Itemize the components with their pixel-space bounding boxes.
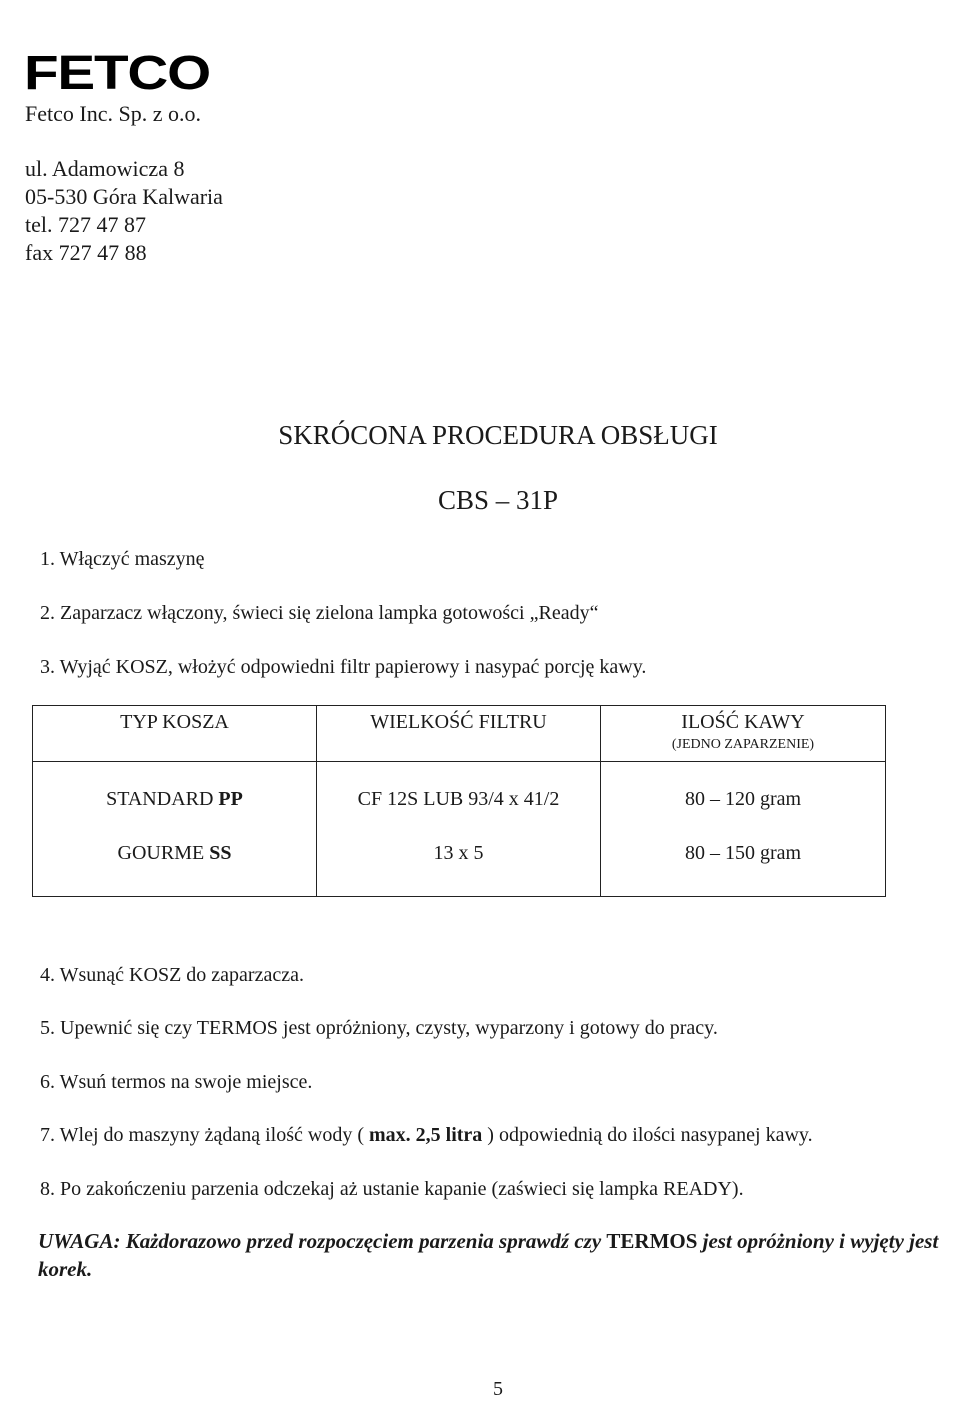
step-8: 8. Po zakończeniu parzenia odczekaj aż ustanie kapanie (zaświeci się lampka READY). <box>40 1178 744 1200</box>
filter-size-standard: CF 12S LUB 93/4 x 41/2 <box>357 788 560 810</box>
address-city: 05-530 Góra Kalwaria <box>25 184 223 209</box>
coffee-amount-cell <box>601 762 886 897</box>
step-2: 2. Zaparzacz włączony, świeci się zielona lampka gotowości „Ready“ <box>40 602 599 624</box>
step-7-water-limit: max. 2,5 litra <box>368 1124 483 1146</box>
warning-note <box>38 1227 958 1283</box>
basket-type-code: SS <box>209 842 232 864</box>
step-1: 1. Włączyć maszynę <box>40 548 205 570</box>
step-7 <box>40 1122 813 1148</box>
warning-note-part1: UWAGA: Każdorazowo przed rozpoczęciem parzenia sprawdź czy <box>38 1229 607 1253</box>
company-logo: FETCO <box>24 47 211 100</box>
step-5: 5. Upewnić się czy TERMOS jest opróżniony, czysty, wyparzony i gotowy do pracy. <box>40 1017 718 1039</box>
basket-type-name: STANDARD <box>106 788 214 810</box>
phone-number: tel. 727 47 87 <box>25 212 146 237</box>
filter-size-cell <box>317 762 601 897</box>
address-street: ul. Adamowicza 8 <box>25 156 185 181</box>
step-3: 3. Wyjąć KOSZ, włożyć odpowiedni filtr papierowy i nasypać porcję kawy. <box>40 656 647 678</box>
table-row <box>33 762 886 897</box>
basket-type-standard <box>33 788 316 842</box>
step-4: 4. Wsunąć KOSZ do zaparzacza. <box>40 964 304 986</box>
basket-type-cell <box>33 762 317 897</box>
header-basket-type-label: TYP KOSZA <box>120 711 229 733</box>
basket-type-name: GOURME <box>117 842 205 864</box>
step-6: 6. Wsuń termos na swoje miejsce. <box>40 1071 313 1093</box>
table-header-row <box>33 706 886 762</box>
header-coffee-amount-label: ILOŚĆ KAWY <box>681 711 805 733</box>
page-title: SKRÓCONA PROCEDURA OBSŁUGI <box>278 420 718 450</box>
page-number: 5 <box>493 1378 503 1400</box>
header-coffee-amount <box>601 706 886 762</box>
model-name: CBS – 31P <box>437 485 559 515</box>
step-7-text-a: 7. Wlej do maszyny żądaną ilość wody ( <box>40 1124 369 1146</box>
company-name: Fetco Inc. Sp. z o.o. <box>25 101 201 126</box>
filter-size-gourme: 13 x 5 <box>433 842 484 864</box>
fax-number: fax 727 47 88 <box>25 240 147 265</box>
step-7-text-b: ) odpowiednią do ilości nasypanej kawy. <box>482 1124 813 1146</box>
coffee-amount-gourme: 80 – 150 gram <box>684 842 802 864</box>
basket-type-code: PP <box>218 788 243 810</box>
header-basket-type <box>33 706 317 762</box>
warning-note-termos: TERMOS <box>606 1229 698 1253</box>
filter-table <box>32 705 886 897</box>
basket-type-gourme <box>33 842 316 896</box>
header-coffee-amount-sub: (JEDNO ZAPARZENIE) <box>671 737 815 752</box>
header-filter-size <box>317 706 601 762</box>
warning-note-part2: jest opróżniony i wyjęty jest korek. <box>38 1229 939 1281</box>
header-filter-size-label: WIELKOŚĆ FILTRU <box>370 711 547 733</box>
coffee-amount-standard: 80 – 120 gram <box>684 788 802 810</box>
